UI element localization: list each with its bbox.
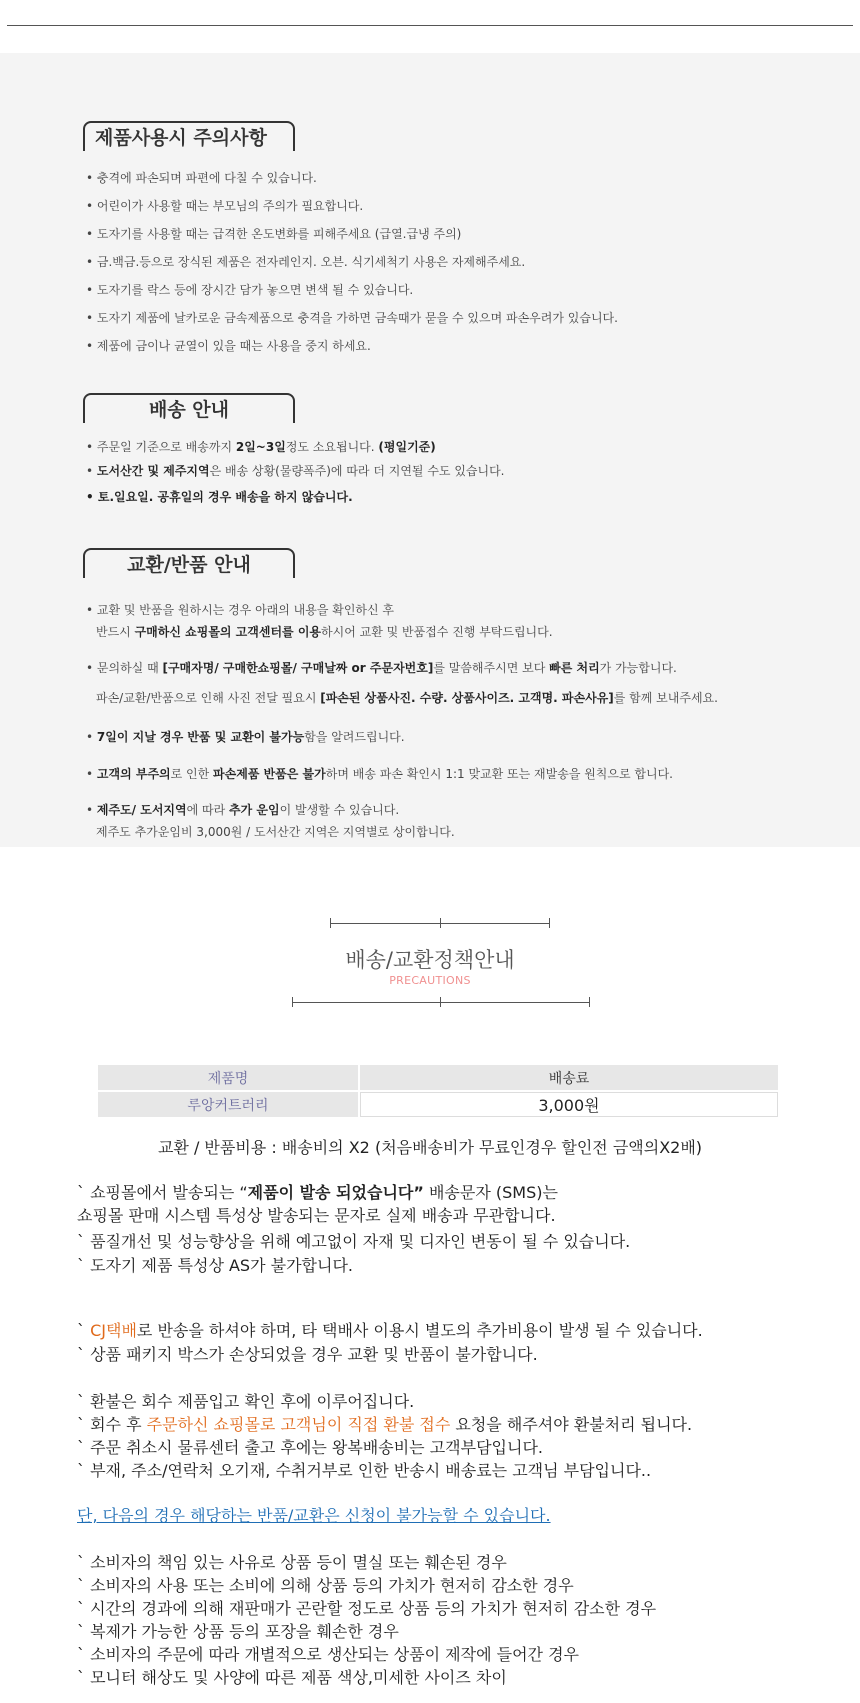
returns-line-7: • 제주도/ 도서지역에 따라 추가 운임이 발생할 수 있습니다. — [86, 803, 400, 817]
return-fee-note: 교환 / 반품비용 : 배송비의 X2 (처음배송비가 무료인경우 할인전 금액의X2배) — [157, 1138, 703, 1157]
rule-tick — [330, 918, 331, 928]
note-line: ` 부재, 주소/연락처 오기재, 수취거부로 인한 반송시 배송료는 고객님 부담입니다.. — [77, 1461, 652, 1480]
precaution-item: • 어린이가 사용할 때는 부모님의 주의가 필요합니다. — [86, 199, 364, 213]
table-cell-product: 루앙커트러리 — [98, 1092, 358, 1117]
note-line: 쇼핑몰 판매 시스템 특성상 발송되는 문자로 실제 배송과 무관합니다. — [77, 1206, 556, 1225]
note-line: ` CJ택배로 반송을 하셔야 하며, 타 택배사 이용시 별도의 추가비용이 발생 될 수 있습니다. — [77, 1321, 703, 1340]
delivery-line-3: • 토.일요일. 공휴일의 경우 배송을 하지 않습니다. — [86, 490, 353, 504]
rule-tick — [440, 918, 441, 928]
note-line: ` 품질개선 및 성능향상을 위해 예고없이 자재 및 디자인 변동이 될 수 있습니다. — [77, 1232, 631, 1251]
returns-line-5: • 7일이 지날 경우 반품 및 교환이 불가능함을 알려드립니다. — [86, 730, 405, 744]
case-item: ` 소비자의 사용 또는 소비에 의해 상품 등의 가치가 현저히 감소한 경우 — [77, 1576, 574, 1595]
note-line: ` 주문 취소시 물류센터 출고 후에는 왕복배송비는 고객부담입니다. — [77, 1438, 544, 1457]
returns-line-6: • 고객의 부주의로 인한 파손제품 반품은 불가하며 배송 파손 확인시 1:1 맞교환 또는 재발송을 원칙으로 합니다. — [86, 767, 673, 781]
delivery-line-1: • 주문일 기준으로 배송까지 2일~3일정도 소요됩니다. (평일기준) — [86, 440, 436, 454]
rule-tick — [440, 997, 441, 1007]
case-item: ` 시간의 경과에 의해 재판매가 곤란할 정도로 상품 등의 가치가 현저히 감소한 경우 — [77, 1599, 657, 1618]
rule-tick — [292, 997, 293, 1007]
table-header-row — [98, 1065, 778, 1090]
shipping-fee-table — [96, 1063, 780, 1119]
policy-subtitle: PRECAUTIONS — [389, 974, 471, 987]
precaution-item: • 도자기 제품에 날카로운 금속제품으로 충격을 가하면 금속때가 묻을 수 있으며 파손우려가 있습니다. — [86, 311, 618, 325]
case-item: ` 소비자의 책임 있는 사유로 상품 등이 멸실 또는 훼손된 경우 — [77, 1553, 507, 1572]
note-line: ` 쇼핑몰에서 발송되는 “제품이 발송 되었습니다” 배송문자 (SMS)는 — [77, 1183, 558, 1202]
returns-heading: 교환/반품 안내 — [83, 548, 295, 578]
top-divider — [7, 25, 853, 26]
table-row — [98, 1092, 778, 1117]
rule-tick — [589, 997, 590, 1007]
returns-line-1: • 교환 및 반품을 원하시는 경우 아래의 내용을 확인하신 후 — [86, 603, 395, 617]
returns-line-4: 파손/교환/반품으로 인해 사진 전달 필요시 [파손된 상품사진. 수량. 상품사이즈. 고객명. 파손사유]를 함께 보내주세요. — [96, 691, 718, 705]
title-rule-bottom — [292, 1002, 590, 1003]
case-item: ` 복제가 가능한 상품 등의 포장을 훼손한 경우 — [77, 1622, 399, 1641]
table-header-product: 제품명 — [98, 1065, 358, 1090]
delivery-heading: 배송 안내 — [83, 393, 295, 423]
returns-line-3: • 문의하실 때 [구매자명/ 구매한쇼핑몰/ 구매날짜 or 주문자번호]를 말씀해주시면 보다 빠른 처리가 가능합니다. — [86, 661, 677, 675]
precaution-item: • 제품에 금이나 균열이 있을 때는 사용을 중지 하세요. — [86, 339, 371, 353]
case-item: ` 모니터 해상도 및 사양에 따른 제품 색상,미세한 사이즈 차이 — [77, 1668, 507, 1687]
returns-line-8: 제주도 추가운임비 3,000원 / 도서산간 지역은 지역별로 상이합니다. — [96, 825, 455, 839]
precaution-item: • 금.백금.등으로 장식된 제품은 전자레인지. 오븐. 식기세척기 사용은 자제해주세요. — [86, 255, 526, 269]
precaution-item: • 충격에 파손되며 파편에 다칠 수 있습니다. — [86, 171, 317, 185]
returns-line-2: 반드시 구매하신 쇼핑몰의 고객센터를 이용하시어 교환 및 반품접수 진행 부탁드립니다. — [96, 625, 553, 639]
note-line: ` 환불은 회수 제품입고 확인 후에 이루어집니다. — [77, 1392, 415, 1411]
table-header-fee: 배송료 — [360, 1065, 778, 1090]
rule-tick — [549, 918, 550, 928]
policy-title: 배송/교환정책안내 — [345, 948, 515, 972]
precaution-item: • 도자기를 락스 등에 장시간 담가 놓으면 변색 될 수 있습니다. — [86, 283, 414, 297]
warning-line: 단, 다음의 경우 해당하는 반품/교환은 신청이 불가능할 수 있습니다. — [77, 1506, 551, 1525]
case-item: ` 소비자의 주문에 따라 개별적으로 생산되는 상품이 제작에 들어간 경우 — [77, 1645, 579, 1664]
note-line: ` 도자기 제품 특성상 AS가 불가합니다. — [77, 1256, 354, 1275]
precaution-item: • 도자기를 사용할 때는 급격한 온도변화를 피해주세요 (급열.급냉 주의) — [86, 227, 462, 241]
note-line: ` 상품 패키지 박스가 손상되었을 경우 교환 및 반품이 불가합니다. — [77, 1345, 538, 1364]
note-line: ` 회수 후 주문하신 쇼핑몰로 고객님이 직접 환불 접수 요청을 해주셔야 환불처리 됩니다. — [77, 1415, 693, 1434]
table-cell-fee: 3,000원 — [360, 1092, 778, 1117]
precautions-heading: 제품사용시 주의사항 — [83, 121, 295, 151]
delivery-line-2: • 도서산간 및 제주지역은 배송 상황(물량폭주)에 따라 더 지연될 수도 있습니다. — [86, 464, 505, 478]
